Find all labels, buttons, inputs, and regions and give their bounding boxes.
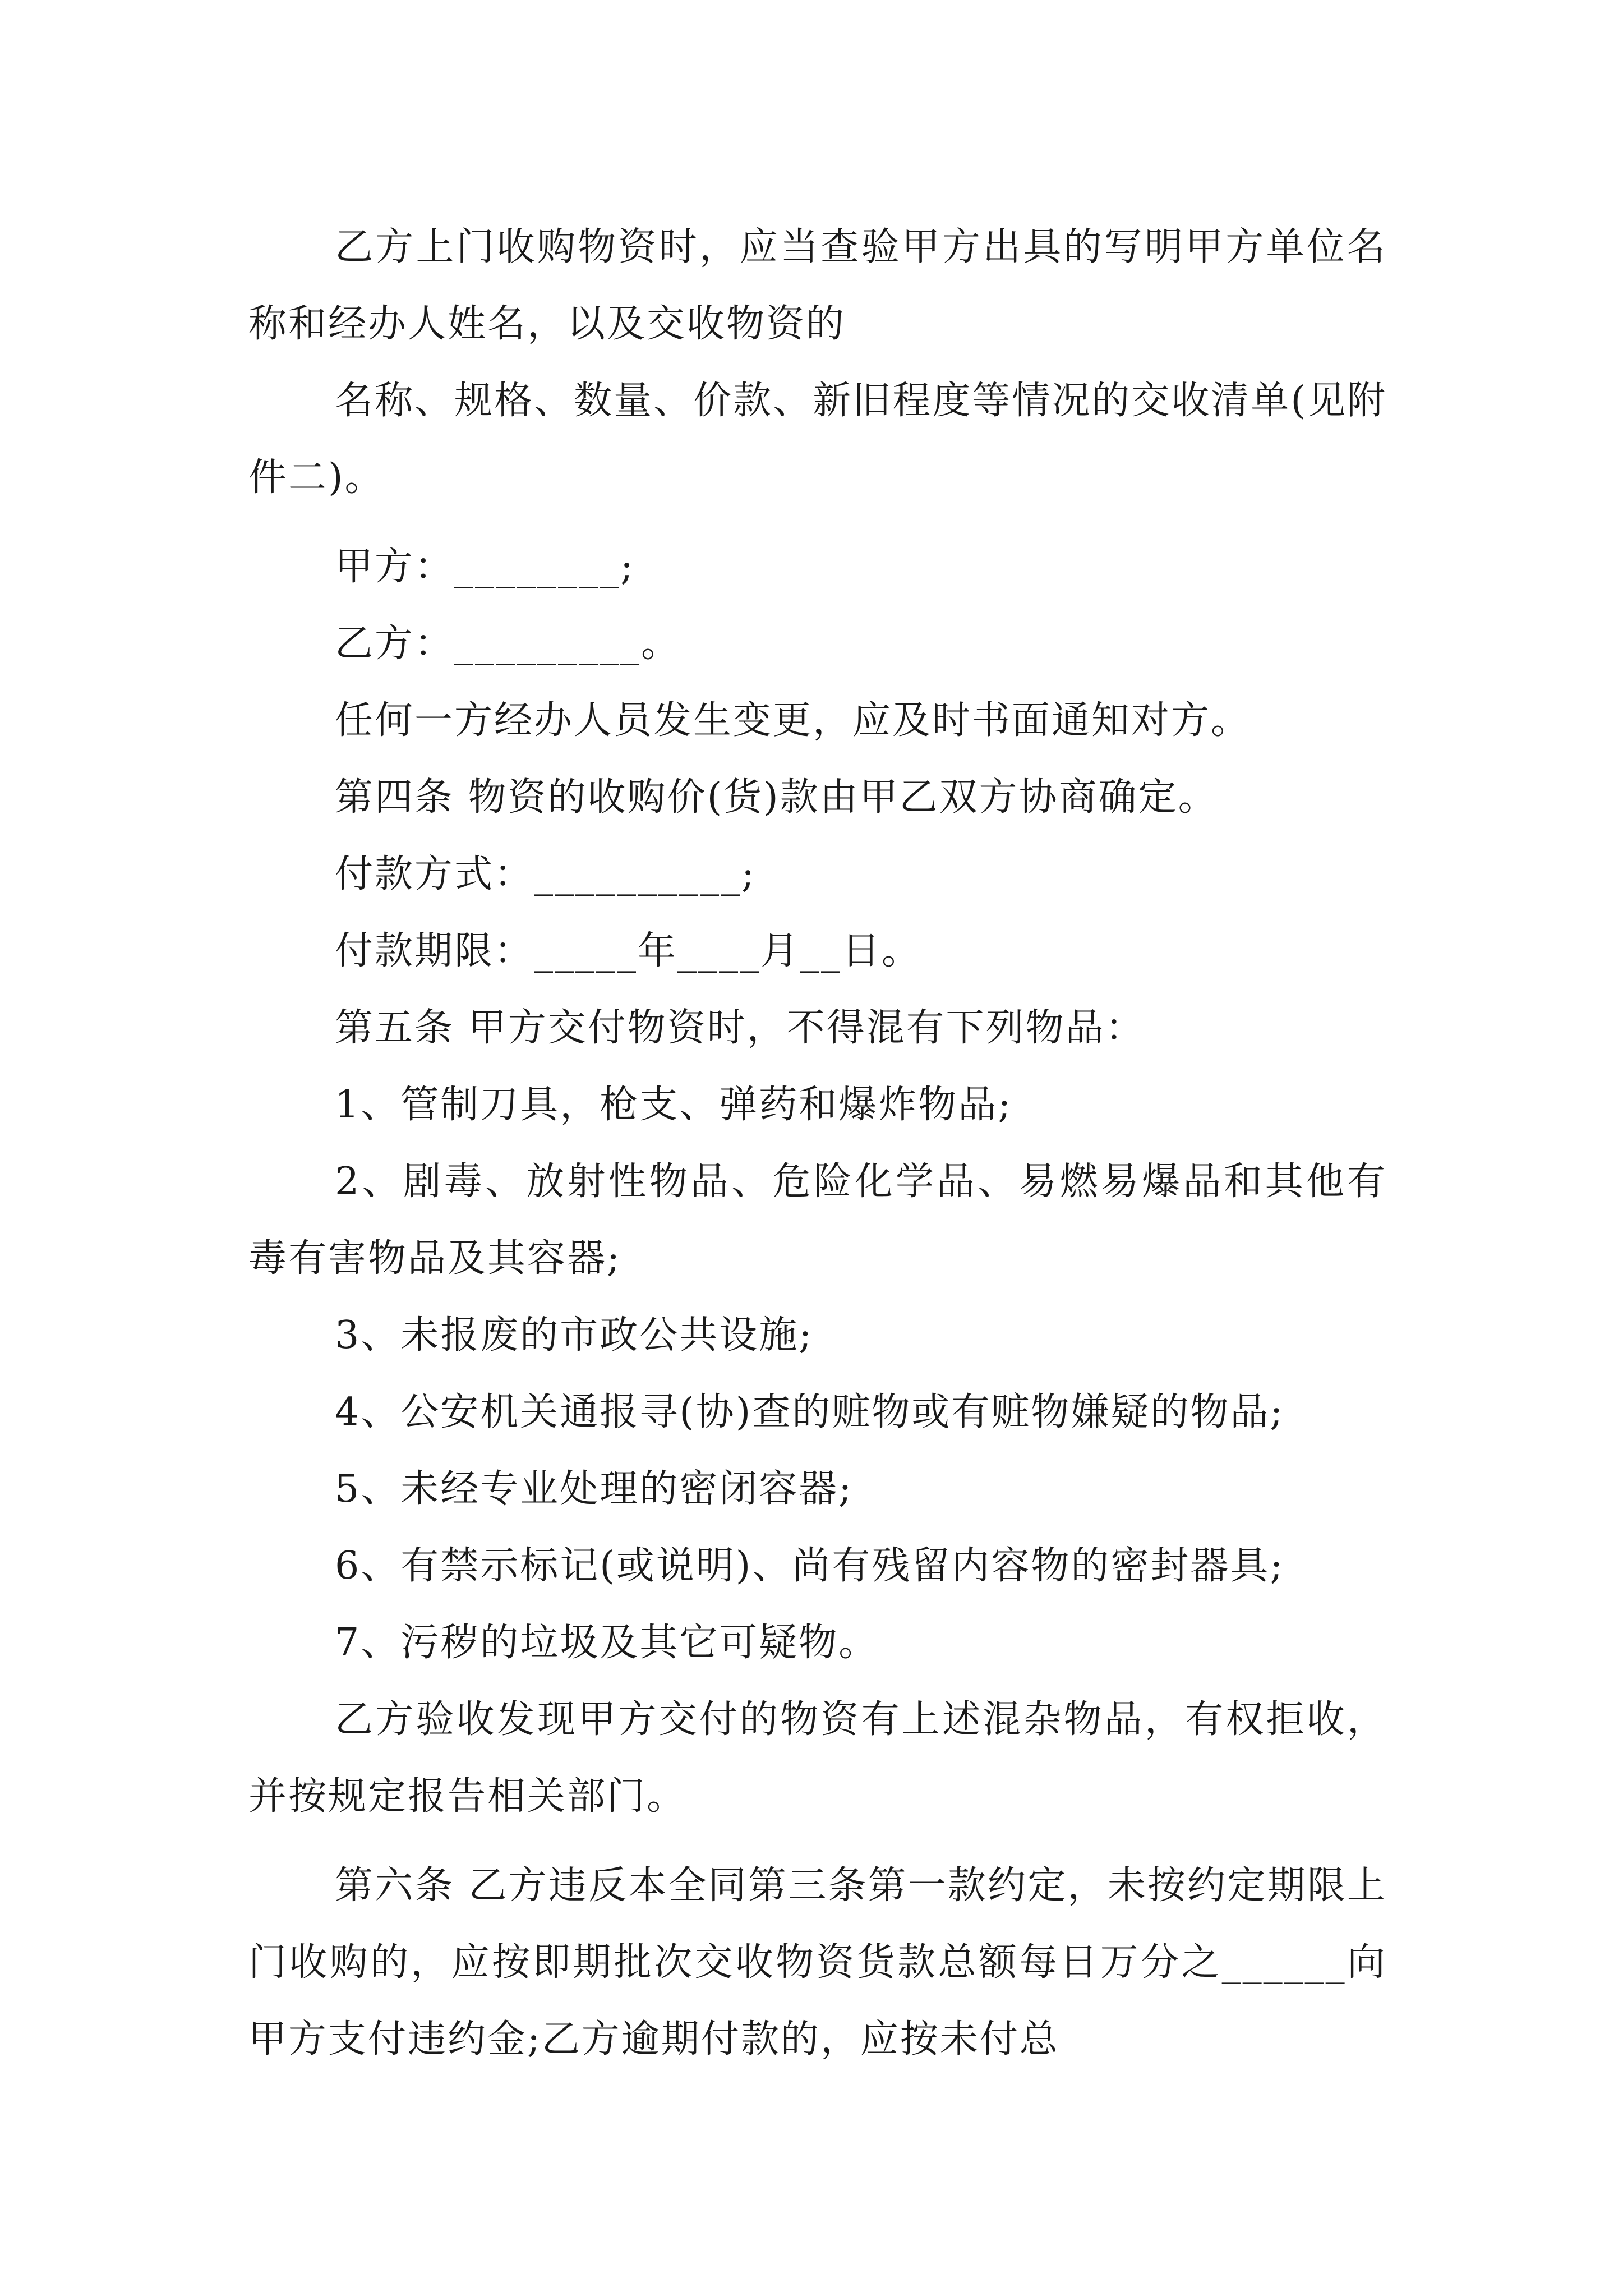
paragraph-article-4: 第四条 物资的收购价(货)款由甲乙双方协商确定。 [335, 775, 1218, 820]
paragraph-rejection-right: 乙方验收发现甲方交付的物资有上述混杂物品，有权拒收，并按规定报告相关部门。 [248, 1697, 1387, 1819]
list-item-2: 2、剧毒、放射性物品、危险化学品、易燃易爆品和其他有毒有害物品及其容器; [248, 1159, 1387, 1281]
list-item-4: 4、公安机关通报寻(协)查的赃物或有赃物嫌疑的物品; [335, 1390, 1285, 1434]
list-item-5: 5、未经专业处理的密闭容器; [335, 1467, 854, 1511]
paragraph-article-6: 第六条 乙方违反本全同第三条第一款约定，未按约定期限上门收购的，应按即期批次交收物资货款总额每日万分之______向甲方支付违约金;乙方逾期付款的，应按未付总 [248, 1864, 1387, 2062]
paragraph-article-5: 第五条 甲方交付物资时，不得混有下列物品： [335, 1006, 1145, 1050]
list-item-1: 1、管制刀具，枪支、弹药和爆炸物品; [335, 1083, 1013, 1127]
paragraph-payment-deadline: 付款期限：_____年____月__日。 [335, 929, 922, 973]
paragraph-receipt-list: 名称、规格、数量、价款、新旧程度等情况的交收清单(见附件二)。 [248, 379, 1387, 500]
list-item-7: 7、污秽的垃圾及其它可疑物。 [335, 1621, 879, 1665]
paragraph-change-notice: 任何一方经办人员发生变更，应及时书面通知对方。 [335, 698, 1251, 743]
document-body [248, 209, 1387, 2078]
list-item-6: 6、有禁示标记(或说明)、尚有残留内容物的密封器具; [335, 1544, 1285, 1588]
paragraph-party-b: 乙方：_________。 [335, 622, 681, 666]
paragraph-payment-method: 付款方式：__________; [335, 852, 756, 896]
list-item-3: 3、未报废的市政公共设施; [335, 1313, 814, 1358]
paragraph-inspection: 乙方上门收购物资时，应当查验甲方出具的写明甲方单位名称和经办人姓名，以及交收物资的 [248, 225, 1387, 346]
paragraph-party-a: 甲方：________; [335, 545, 635, 589]
